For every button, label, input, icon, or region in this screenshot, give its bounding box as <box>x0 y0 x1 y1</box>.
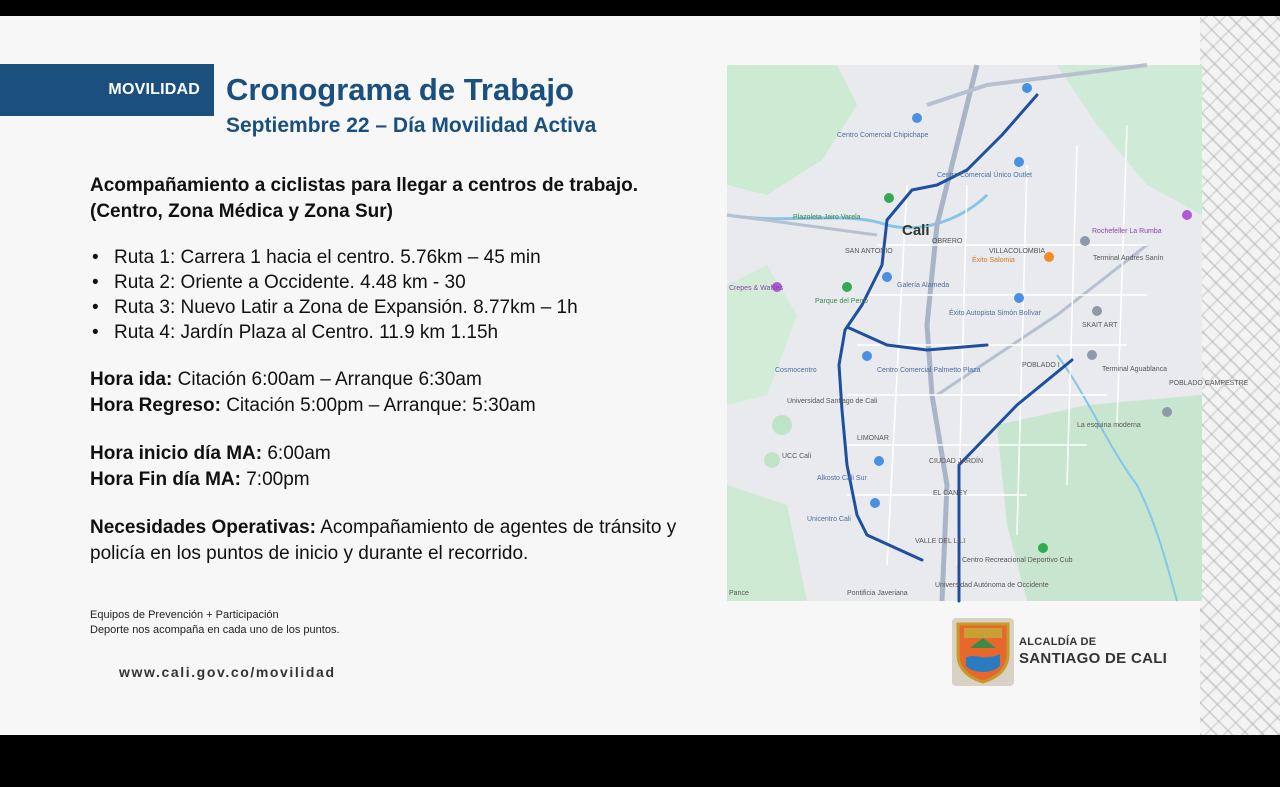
day-block <box>90 441 690 493</box>
map-poi-label: Galería Alameda <box>897 282 950 289</box>
intro-text: Acompañamiento a ciclistas para llegar a centros de trabajo. (Centro, Zona Médica y Zona Sur) <box>90 175 639 222</box>
map-poi-label: Rochefeller La Rumba <box>1092 228 1162 235</box>
map-poi-label: SKAIT ART <box>1082 322 1118 329</box>
map-label: LIMONAR <box>857 435 889 442</box>
hora-fin: Hora Fin día MA: 7:00pm <box>90 469 310 490</box>
poi-marker <box>1162 407 1172 417</box>
map-label: SAN ANTONIO <box>845 248 893 255</box>
map-poi-label: Crepes & Waffles <box>729 285 784 292</box>
schedule-block <box>90 367 690 419</box>
poi-marker <box>1080 236 1090 246</box>
route-map <box>727 65 1249 601</box>
route-item: • Ruta 4: Jardín Plaza al Centro. 11.9 km 1.15h <box>92 322 499 343</box>
map-svg <box>727 65 1249 601</box>
hora-ida: Hora ida: Citación 6:00am – Arranque 6:30am <box>90 369 482 390</box>
bullet-icon: • <box>92 322 99 343</box>
poi-marker <box>874 456 884 466</box>
bullet-icon: • <box>92 247 99 268</box>
map-poi-label: Éxito Salomia <box>972 257 1015 264</box>
poi-marker <box>912 113 922 123</box>
map-label: OBRERO <box>932 238 963 245</box>
map-poi-label: Centro Comercial Único Outlet <box>937 172 1032 179</box>
map-label: EL CANEY <box>933 490 968 497</box>
section-label: MOVILIDAD <box>108 81 200 98</box>
bullet-icon: • <box>92 297 99 318</box>
needs-text: Necesidades Operativas: Acompañamiento de agentes de tránsito y policía en los puntos de inicio y durante el recorrido. <box>90 517 677 564</box>
poi-marker <box>1014 157 1024 167</box>
notes <box>90 608 340 638</box>
map-poi-label: Terminal Aguablanca <box>1102 366 1167 373</box>
poi-marker <box>884 193 894 203</box>
map-poi-label: Centro Comercial Palmetto Plaza <box>877 367 981 374</box>
map-poi-label: Cosmocentro <box>775 367 817 374</box>
website-url: www.cali.gov.co/movilidad <box>119 664 336 680</box>
map-label: VILLACOLOMBIA <box>989 248 1046 255</box>
cali-shield-logo <box>952 618 1014 686</box>
route-item: • Ruta 3: Nuevo Latir a Zona de Expansión. 8.77km – 1h <box>92 297 578 318</box>
poi-marker <box>862 351 872 361</box>
logo-line-1: ALCALDÍA DE <box>1019 636 1097 648</box>
map-label: POBLADO I <box>1022 362 1060 369</box>
logo-line-2: SANTIAGO DE CALI <box>1019 650 1168 667</box>
map-label: POBLADO CAMPESTRE <box>1169 380 1249 387</box>
hora-inicio: Hora inicio día MA: 6:00am <box>90 443 331 464</box>
map-poi-label: Centro Comercial Chipichape <box>837 132 929 139</box>
slide <box>0 16 1280 735</box>
map-poi-label: La esquina moderna <box>1077 422 1141 429</box>
poi-marker <box>1038 543 1048 553</box>
poi-marker <box>1014 293 1024 303</box>
map-poi-label: Éxito Autopista Simón Bolívar <box>949 310 1041 317</box>
poi-marker <box>1087 350 1097 360</box>
poi-marker <box>1182 210 1192 220</box>
poi-marker <box>1022 83 1032 93</box>
bullet-icon: • <box>92 272 99 293</box>
map-poi-label: Pontificia Javeriana <box>847 590 908 597</box>
map-poi-label: UCC Cali <box>782 453 812 460</box>
map-label-city: Cali <box>902 222 930 239</box>
map-poi-label: Pance <box>729 590 749 597</box>
poi-marker <box>1092 306 1102 316</box>
map-poi-label: Alkosto Cali Sur <box>817 475 867 482</box>
map-poi-label: Plazoleta Jairo Varela <box>793 214 861 221</box>
poi-marker <box>1044 252 1054 262</box>
poi-marker <box>882 272 892 282</box>
map-label: CIUDAD JARDÍN <box>929 458 984 465</box>
note-line: Deporte nos acompaña en cada uno de los puntos. <box>90 624 340 636</box>
route-item: • Ruta 1: Carrera 1 hacia el centro. 5.76km – 45 min <box>92 247 541 268</box>
section-banner <box>0 64 214 116</box>
route-item: • Ruta 2: Oriente a Occidente. 4.48 km - 30 <box>92 272 466 293</box>
note-line: Equipos de Prevención + Participación <box>90 609 279 621</box>
park <box>764 452 780 468</box>
park <box>772 415 792 435</box>
map-poi-label: Terminal Andrés Sanín <box>1093 255 1164 262</box>
map-poi-label: Centro Recreacional Deportivo Cub <box>962 557 1073 564</box>
map-label: VALLE DEL LILI <box>915 538 966 545</box>
alcaldia-text <box>1019 636 1167 667</box>
page-subtitle: Septiembre 22 – Día Movilidad Activa <box>226 114 597 137</box>
poi-marker <box>842 282 852 292</box>
routes-list <box>90 245 690 345</box>
map-poi-label: Universidad Autónoma de Occidente <box>935 582 1049 589</box>
hora-regreso: Hora Regreso: Citación 5:00pm – Arranque: 5:30am <box>90 395 536 416</box>
page-title: Cronograma de Trabajo <box>226 72 574 107</box>
poi-marker <box>870 498 880 508</box>
map-poi-label: Unicentro Cali <box>807 516 851 523</box>
map-poi-label: Universidad Santiago de Cali <box>787 398 878 405</box>
decorative-pattern <box>1200 16 1280 735</box>
map-poi-label: Parque del Perro <box>815 298 868 305</box>
shield-icon <box>952 618 1014 686</box>
main-content <box>90 173 690 567</box>
